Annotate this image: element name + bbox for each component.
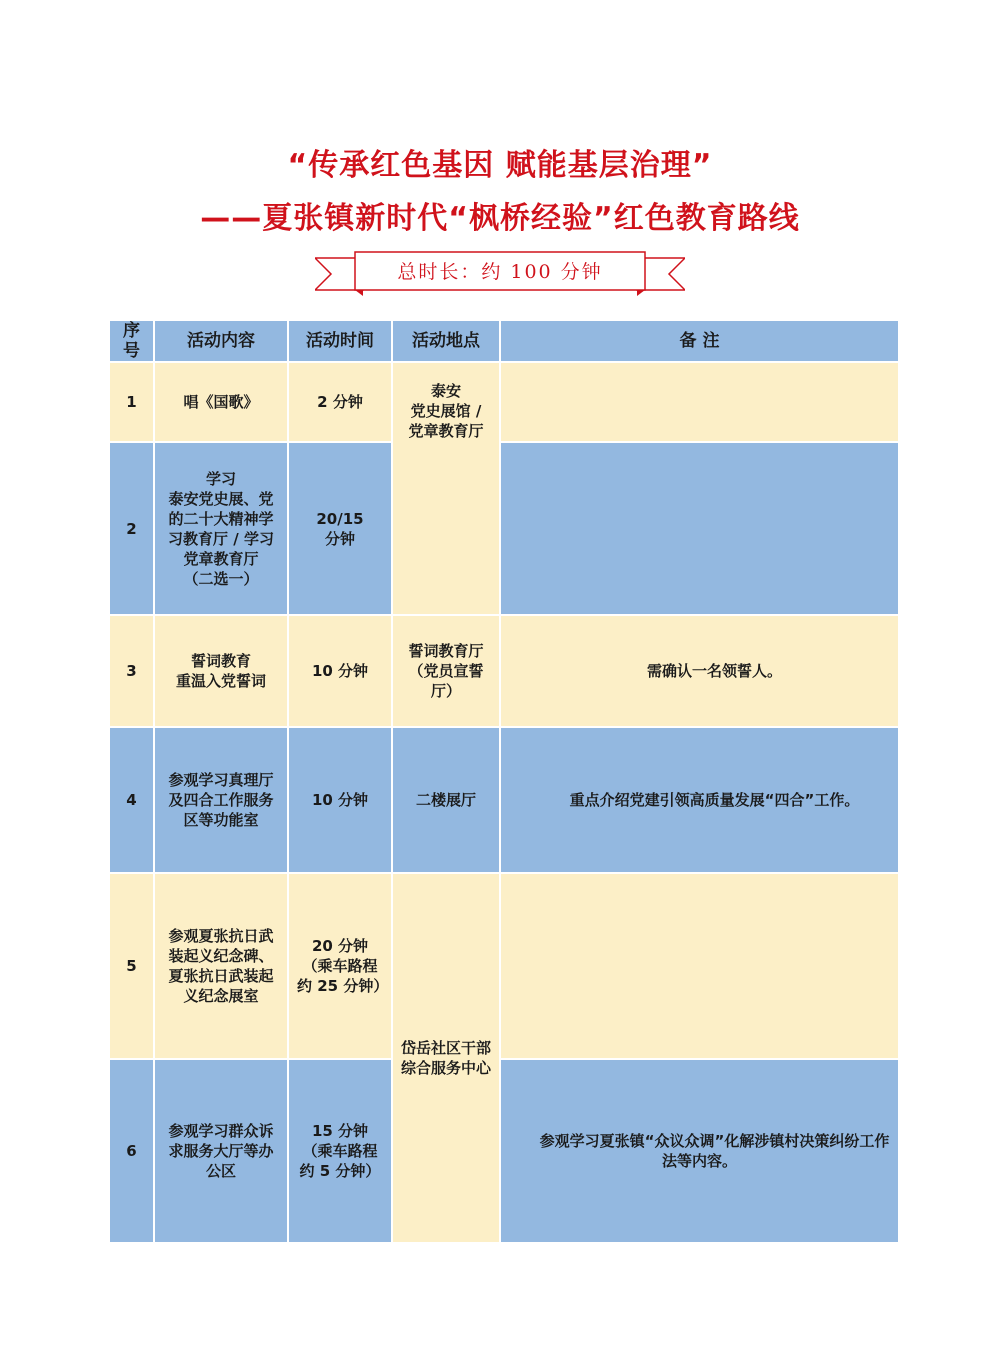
- header-no: 序号: [109, 320, 154, 362]
- activity-note: [500, 362, 899, 442]
- activity-note: 参观学习夏张镇“众议众调”化解涉镇村决策纠纷工作法等内容。: [500, 1059, 899, 1243]
- header-time: 活动时间: [288, 320, 392, 362]
- table-row: [109, 442, 899, 615]
- header-location: 活动地点: [392, 320, 500, 362]
- table-row: [109, 362, 899, 442]
- row-number: 2: [109, 442, 154, 615]
- header-note: 备 注: [500, 320, 899, 362]
- activity-location: 二楼展厅: [392, 727, 500, 873]
- table-row: [109, 727, 899, 873]
- row-number: 1: [109, 362, 154, 442]
- activity-note: 需确认一名领誓人。: [500, 615, 899, 727]
- row-number: 6: [109, 1059, 154, 1243]
- activity-content: 参观学习真理厅及四合工作服务区等功能室: [154, 727, 288, 873]
- total-duration: 总时长：约 100 分钟: [397, 261, 603, 283]
- table-row: [109, 873, 899, 1059]
- activity-content: 参观夏张抗日武装起义纪念碑、夏张抗日武装起义纪念展室: [154, 873, 288, 1059]
- activity-location: 誓词教育厅 （党员宣誓厅）: [392, 615, 500, 727]
- title-line-2: ——夏张镇新时代“枫桥经验”红色教育路线: [200, 201, 800, 236]
- header-content: 活动内容: [154, 320, 288, 362]
- activity-location: 岱岳社区干部综合服务中心: [392, 873, 500, 1243]
- title-line-1: “传承红色基因 赋能基层治理”: [287, 148, 713, 183]
- activity-content: 唱《国歌》: [154, 362, 288, 442]
- activity-schedule-table: [108, 319, 900, 1244]
- activity-location: 泰安 党史展馆 / 党章教育厅: [392, 362, 500, 615]
- activity-content: 学习 泰安党史展、党的二十大精神学习教育厅 / 学习党章教育厅 （二选一）: [154, 442, 288, 615]
- table-header-row: [109, 320, 899, 362]
- activity-note: [500, 873, 899, 1059]
- activity-time: 20/15 分钟: [288, 442, 392, 615]
- table-row: [109, 1059, 899, 1243]
- activity-time: 10 分钟: [288, 727, 392, 873]
- activity-content: 参观学习群众诉求服务大厅等办公区: [154, 1059, 288, 1243]
- row-number: 4: [109, 727, 154, 873]
- table-row: [109, 615, 899, 727]
- row-number: 3: [109, 615, 154, 727]
- activity-time: 15 分钟（乘车路程约 5 分钟）: [288, 1059, 392, 1243]
- activity-note: [500, 442, 899, 615]
- activity-note: 重点介绍党建引领高质量发展“四合”工作。: [500, 727, 899, 873]
- row-number: 5: [109, 873, 154, 1059]
- activity-time: 2 分钟: [288, 362, 392, 442]
- activity-time: 20 分钟（乘车路程约 25 分钟）: [288, 873, 392, 1059]
- activity-content: 誓词教育 重温入党誓词: [154, 615, 288, 727]
- activity-time: 10 分钟: [288, 615, 392, 727]
